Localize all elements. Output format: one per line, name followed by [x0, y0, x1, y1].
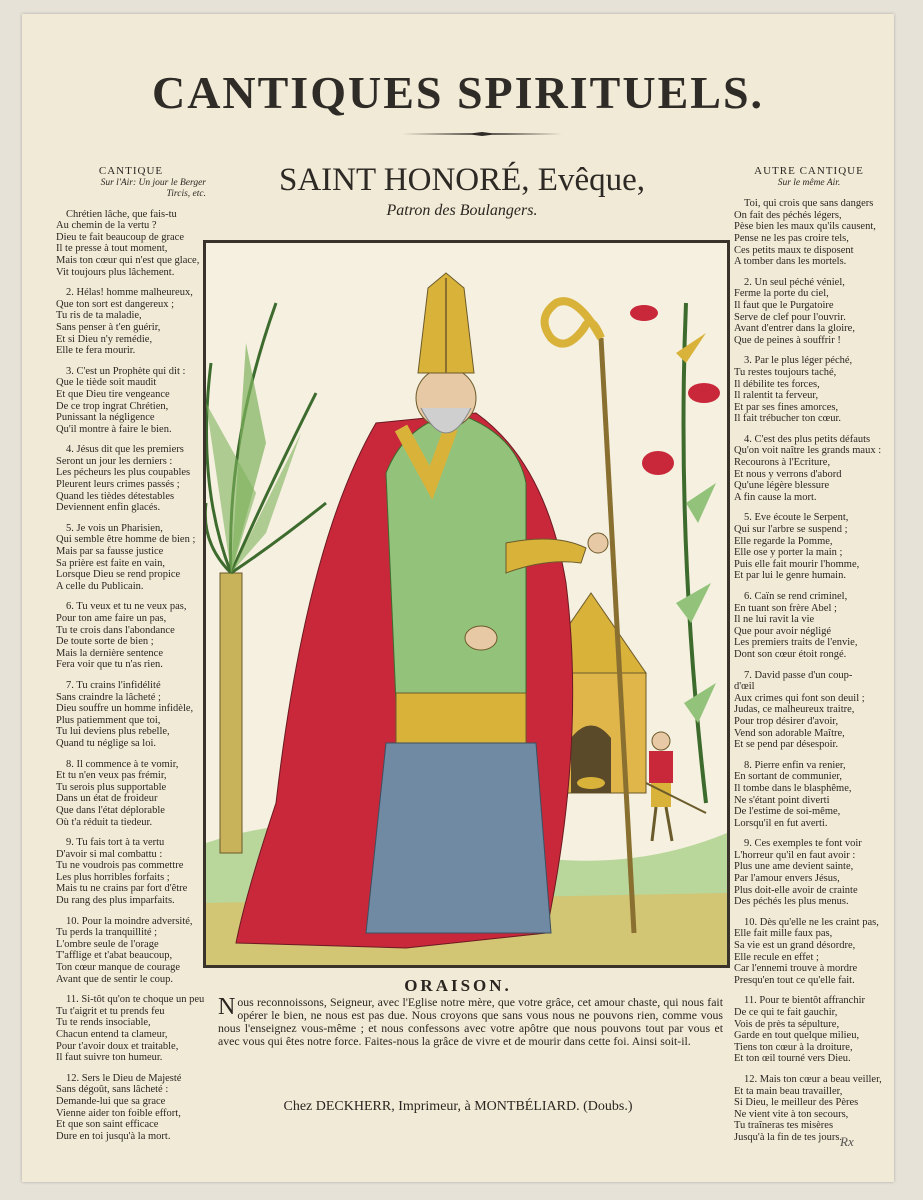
stanza-line: Elle te fera mourir. [56, 345, 136, 357]
stanza-line: Pleurent leurs crimes passés ; [56, 479, 180, 491]
patron-line: Patron des Boulangers. [386, 202, 538, 219]
stanza-line: Plus patiemment que toi, [56, 714, 161, 726]
stanza-line: De toute sorte de bien ; [56, 636, 154, 648]
stanza-line: Que le tiède soit maudit [56, 377, 157, 389]
stanza [734, 995, 884, 1065]
stanza-line: Et nous y verrons d'abord [734, 468, 842, 480]
stanza-line: Jusqu'à la fin de tes jours. [734, 1131, 843, 1143]
stanza-line: Tu ris de ta maladie, [56, 310, 142, 322]
stanza-line: Chrétien lâche, que fais-tu [66, 208, 177, 220]
stanza-line: Presqu'en tout ce qu'elle fait. [734, 974, 855, 986]
stanza-line: Et tu n'en veux pas frémir, [56, 770, 167, 782]
right-cantique [734, 166, 884, 1144]
stanza-line: Il fait trébucher ton cœur. [734, 413, 841, 425]
left-stanzas [56, 209, 206, 1143]
stanza-line: Qu'une légère blessure [734, 480, 830, 492]
stanza-line: En sortant de communier, [734, 771, 843, 783]
stanza-line: Il faut que le Purgatoire [734, 299, 834, 311]
stanza-line: 4. C'est des plus petits défauts [744, 433, 871, 445]
right-stanzas [734, 198, 884, 1143]
stanza-line: Tu ne voudrois pas commettre [56, 860, 184, 872]
stanza-line: Vend son adorable Maître, [734, 727, 845, 739]
main-title: CANTIQUES SPIRITUELS. [151, 67, 765, 118]
stanza-line: Tu perds la tranquillité ; [56, 927, 158, 939]
stanza [56, 680, 206, 750]
stanza-line: Toi, qui crois que sans dangers [744, 198, 874, 210]
stanza-line: Serve de clef pour l'ouvrir. [734, 311, 846, 323]
stanza-line: Punissant la négligence [56, 412, 155, 424]
stanza-line: L'ombre seule de l'orage [56, 938, 159, 950]
stanza-line: Il ralentit ta ferveur, [734, 390, 819, 402]
stanza [734, 838, 884, 908]
stanza-line: Avant que de sentir le coup. [56, 973, 174, 985]
stanza-line: Seront un jour les derniers : [56, 455, 173, 467]
stanza-line: Pense ne les pas croire tels, [734, 232, 849, 244]
stanza-line: Lorsque Dieu se rend propice [56, 569, 181, 581]
stanza-line: Ne s'étant point diverti [734, 794, 830, 806]
stanza-line: Tiens ton cœur à la droiture, [734, 1041, 853, 1053]
stanza-line: Sans penser à t'en guérir, [56, 321, 161, 333]
stanza-line: Aux crimes qui font son deuil ; [734, 692, 865, 704]
stanza-line: Et ton œil tourné vers Dieu. [734, 1053, 851, 1065]
stanza [56, 601, 206, 671]
left-air-line-2: Tircis, etc. [166, 188, 206, 199]
stanza-line: 6. Caïn se rend criminel, [744, 591, 848, 602]
stanza [56, 759, 206, 829]
ornamental-rule [402, 132, 562, 136]
stanza-line: Tu te crois dans l'abondance [56, 624, 175, 636]
stanza-line: L'horreur qu'il en faut avoir : [734, 849, 856, 861]
stanza-line: 9. Tu fais tort à ta vertu [66, 837, 165, 849]
stanza-line: A celle du Publicain. [56, 580, 144, 592]
stanza-line: Et que Dieu tire vengeance [56, 388, 170, 400]
stanza-line: Qui semble être homme de bien ; [56, 534, 196, 546]
stanza-line: Tu traîneras tes misères [734, 1120, 834, 1132]
oraison-text [218, 996, 723, 1048]
stanza-line: Recourons à l'Ecriture, [734, 457, 831, 469]
stanza-line: D'avoir si mal combattu : [56, 848, 163, 860]
stanza [56, 994, 206, 1064]
stanza-line: Pèse bien les maux qu'ils causent, [734, 221, 876, 233]
stanza-line: Il te presse à tout moment, [56, 243, 168, 255]
stanza [734, 434, 884, 504]
stanza-line: 10. Pour la moindre adversité, [66, 915, 193, 927]
stanza-line: Il ne lui ravit la vie [734, 614, 815, 626]
stanza-line: 9. Ces exemples te font voir [744, 838, 862, 850]
left-air-line-1: Sur l'Air: Un jour le Berger [100, 177, 206, 188]
stanza-line: On fait des péchés légers, [734, 209, 842, 221]
stanza-line: Et que son saint efficace [56, 1119, 159, 1131]
printer-imprint: Chez DECKHERR, Imprimeur, à MONTBÉLIARD. (Doubs.) [283, 1099, 633, 1114]
stanza-line: De l'estime de soi-même, [734, 806, 841, 818]
stanza-line: Judas, ce malheureux traitre, [734, 704, 855, 716]
stanza-line: Fera voir que tu n'as rien. [56, 659, 163, 671]
stanza-line: Il faut suivre ton humeur. [56, 1052, 163, 1064]
stanza-line: Si Dieu, le meilleur des Pères [734, 1097, 859, 1109]
stanza [734, 591, 884, 661]
stanza-line: 7. Tu crains l'infidélité [66, 679, 161, 691]
saint-name: SAINT HONORÉ, Evêque, [278, 162, 645, 198]
stanza-line: Par l'amour envers Jésus, [734, 873, 840, 885]
stanza-line: 4. Jésus dit que les premiers [66, 444, 184, 456]
stanza-line: Dieu souffre un homme infidèle, [56, 703, 194, 715]
stanza-line: Mais la dernière sentence [56, 647, 163, 659]
stanza-line: Il tombe dans le blasphême, [734, 782, 852, 794]
stanza-line: Pour trop désirer d'avoir, [734, 715, 839, 727]
stanza-line: Puis elle fait mourir l'homme, [734, 558, 860, 570]
stanza-line: Les premiers traits de l'envie, [734, 637, 858, 649]
left-cantique-heading: CANTIQUE [98, 165, 164, 177]
stanza-line: Sans craindre la lâcheté ; [56, 691, 161, 703]
stanza [56, 837, 206, 907]
stanza-line: d'œil [734, 681, 755, 693]
stanza [56, 366, 206, 436]
stanza-line: Les plus horribles forfaits ; [56, 871, 170, 883]
stanza-line: Que ton sort est dangereux ; [56, 298, 175, 310]
stanza-line: 12. Mais ton cœur a beau veiller, [744, 1073, 882, 1085]
stanza-line: Des péchés les plus menus. [734, 896, 849, 908]
saint-heading [202, 162, 722, 220]
stanza-line: Qu'il montre à faire le bien. [56, 423, 172, 435]
stanza-line: Pour t'avoir doux et traitable, [56, 1040, 179, 1052]
stanza-line: Car l'ennemi trouve à mordre [734, 963, 858, 975]
stanza-line: En tuant son frère Abel ; [734, 602, 837, 614]
right-air-line: Sur le même Air. [777, 177, 841, 188]
stanza-line: Sa vie est un grand désordre, [734, 940, 856, 952]
stanza-line: Où t'a réduit ta tiedeur. [56, 816, 153, 828]
stanza-line: 8. Il commence à te vomir, [66, 758, 179, 770]
stanza-line: T'afflige et t'abat beaucoup, [56, 950, 173, 962]
stanza-line: 5. Eve écoute le Serpent, [744, 512, 849, 524]
oraison-body: ous reconnoissons, Seigneur, avec l'Eglise notre mère, que votre grâce, cet amour chaste, qui nous fait opérer le bien, ne nous est pas due. Nous croyons que sans vous nous ne pouvons rien, comme vous nous l'enseignez vous-même ; et nous confessons avec votre apôtre que nous pouvons tout par vous et avec vous qui êtes notre force. Faites-nous la grâce de vivre et de mourir dans cette foi. Ainsi soit-il. [218, 995, 723, 1048]
baker-boy [646, 732, 706, 841]
stanza-line: Chacun entend ta clameur, [56, 1029, 168, 1040]
oraison-heading: ORAISON. [404, 976, 512, 995]
stanza-line: Mais tu ne crains par fort d'être [56, 883, 188, 895]
stanza-line: Ces petits maux te disposent [734, 244, 854, 256]
stanza-line: 3. Par le plus léger péché, [744, 355, 853, 367]
stanza [56, 523, 206, 593]
saint-illustration-frame [203, 240, 730, 968]
stanza-line: Et par lui le genre humain. [734, 570, 846, 582]
stanza [56, 287, 206, 357]
stanza [734, 198, 884, 268]
stanza [734, 760, 884, 830]
stanza-line: Quand les tièdes détestables [56, 490, 175, 502]
stanza-line: 5. Je vois un Pharisien, [66, 522, 163, 534]
stanza-line: 11. Pour te bientôt affranchir [744, 995, 866, 1007]
stanza-line: Qu'on voit naître les grands maux : [734, 445, 882, 457]
stanza-line: Et ta main beau travailler, [734, 1085, 843, 1097]
stanza-line: Pour ton ame faire un pas, [56, 613, 167, 624]
stanza-line: Et si Dieu n'y remédie, [56, 333, 153, 345]
stanza-line: Elle fait mille faux pas, [734, 928, 833, 940]
stanza [734, 355, 884, 425]
stanza-line: 10. Dès qu'elle ne les craint pas, [744, 916, 879, 928]
stanza-line: De ce qui te fait gauchir, [734, 1007, 838, 1018]
stanza-line: 8. Pierre enfin va renier, [744, 759, 846, 771]
stanza-line: 3. C'est un Prophète qui dit : [66, 365, 186, 377]
stanza-line: 12. Sers le Dieu de Majesté [66, 1072, 182, 1084]
stanza-line: Que de peines à souffrir ! [734, 334, 841, 346]
stanza-line: Tu serois plus supportable [56, 781, 167, 793]
bishop-figure [236, 273, 608, 948]
stanza-line: Que pour avoir négligé [734, 625, 832, 637]
stanza-line: Deviennent enfin glacés. [56, 502, 161, 514]
stanza-line: Vit toujours plus lâchement. [56, 266, 175, 278]
stanza [56, 209, 206, 279]
stanza-line: Avant d'entrer dans la gloire, [734, 323, 855, 335]
stanza-line: Mais ton cœur qui n'est que glace, [56, 254, 200, 266]
stanza-line: Du rang des plus imparfaits. [56, 895, 175, 907]
stanza-line: 6. Tu veux et tu ne veux pas, [66, 601, 187, 613]
print-sheet [22, 14, 894, 1182]
stanza-line: A tomber dans les mortels. [734, 256, 847, 268]
stanza-line: Au chemin de la vertu ? [56, 220, 157, 232]
stanza-line: Et se pend par désespoir. [734, 739, 839, 751]
stanza-line: 2. Hélas! homme malheureux, [66, 287, 193, 299]
stanza-line: Dieu te fait beaucoup de grace [56, 231, 184, 243]
stanza-line: 11. Si-tôt qu'on te choque un peu [66, 994, 205, 1006]
stanza [56, 444, 206, 514]
handwritten-mark: Rx [840, 1134, 854, 1149]
right-cantique-heading: AUTRE CANTIQUE [754, 165, 864, 177]
stanza-line: Sa prière est faite en vain, [56, 557, 166, 569]
stanza-line: Garde en tout quelque milieu, [734, 1030, 860, 1042]
stanza-line: Ne vient vite à ton secours, [734, 1108, 849, 1120]
stanza-line: Vienne aider ton foible effort, [56, 1107, 181, 1119]
stanza-line: Qui sur l'arbre se suspend ; [734, 524, 848, 536]
stanza-line: Elle recule en effet ; [734, 951, 819, 963]
stanza-line: Plus une ame devient sainte, [734, 861, 854, 873]
stanza-line: Les pécheurs les plus coupables [56, 467, 191, 479]
stanza-line: Dure en toi jusqu'à la mort. [56, 1130, 171, 1142]
stanza-line: De ce trop ingrat Chrétien, [56, 400, 169, 412]
stanza-line: Quand tu néglige sa loi. [56, 737, 157, 749]
stanza-line: Dans un état de froideur [56, 793, 158, 805]
stanza-line: Elle regarde la Pomme, [734, 535, 833, 547]
stanza [734, 512, 884, 582]
stanza-line: Demande-lui que sa grace [56, 1095, 166, 1107]
stanza [56, 916, 206, 986]
stanza-line: Dont son cœur étoit rongé. [734, 648, 847, 660]
saint-honore-engraving [206, 243, 727, 965]
oraison-initial: N [218, 994, 236, 1020]
stanza-line: 7. David passe d'un coup- [744, 669, 853, 681]
stanza-line: Que dans l'état déplorable [56, 804, 165, 816]
stanza [734, 277, 884, 347]
stanza-line: Mais par sa fausse justice [56, 546, 164, 558]
stanza-line: Ton cœur manque de courage [56, 962, 181, 974]
stanza-line: Lorsqu'il en fut averti. [734, 817, 828, 829]
stanza-line: Vois de près ta sépulture, [734, 1018, 840, 1030]
stanza [734, 670, 884, 751]
stanza-line: Tu lui deviens plus rebelle, [56, 726, 170, 738]
stanza-line: Elle ose y porter la main ; [734, 547, 843, 559]
stanza-line: Et par ses fines amorces, [734, 401, 839, 413]
stanza-line: A fin cause la mort. [734, 491, 817, 503]
stanza-line: Ferme la porte du ciel, [734, 288, 829, 300]
stanza-line: 2. Un seul péché véniel, [744, 276, 845, 288]
stanza-line: Tu t'aigrit et tu prends feu [56, 1005, 165, 1017]
stanza-line: Tu te rends insociable, [56, 1017, 151, 1029]
stanza-line: Il débilite tes forces, [734, 378, 820, 390]
stanza-line: Sans dégoût, sans lâcheté : [56, 1084, 169, 1096]
stanza-line: Plus doit-elle avoir de crainte [734, 884, 858, 896]
stanza-line: Tu restes toujours taché, [734, 366, 837, 378]
